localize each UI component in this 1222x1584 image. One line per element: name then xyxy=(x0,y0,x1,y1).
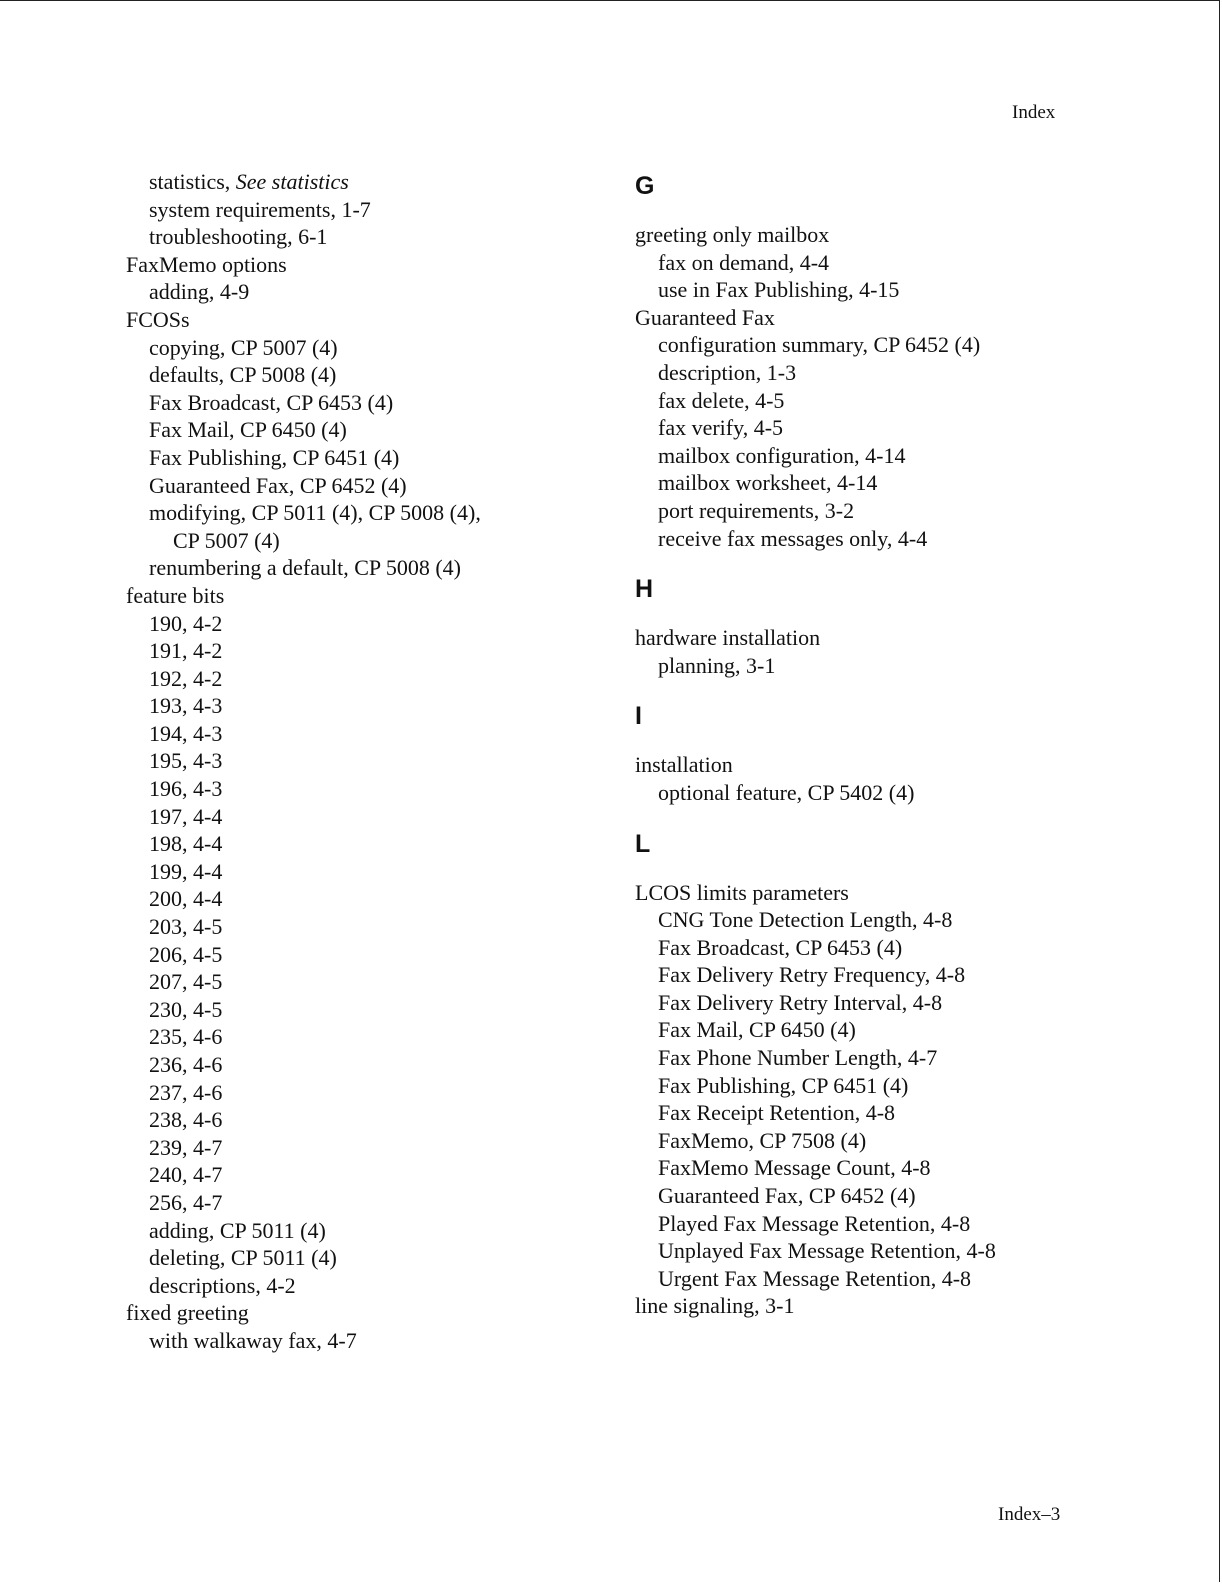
index-subentry xyxy=(126,775,596,803)
entry-text: deleting, CP 5011 (4) xyxy=(149,1245,337,1271)
index-subentry: Urgent Fax Message Retention, 4-8 xyxy=(658,1265,972,1291)
index-subentry: Fax Publishing, CP 6451 (4) xyxy=(658,1072,909,1098)
entry-text: FaxMemo options xyxy=(126,251,287,277)
entry-text: 237, 4-6 xyxy=(149,1079,223,1105)
entry-text: 194, 4-3 xyxy=(149,720,223,746)
index-subentry: description, 1-3 xyxy=(658,359,797,385)
index-subentry xyxy=(126,499,596,527)
entry-text: Guaranteed Fax, CP 6452 (4) xyxy=(149,472,407,498)
index-subentry: Guaranteed Fax, CP 6452 (4) xyxy=(658,1183,916,1209)
index-subentry xyxy=(126,1134,596,1162)
index-subentry: use in Fax Publishing, 4-15 xyxy=(658,277,900,303)
entry-text: system requirements, 1-7 xyxy=(149,196,371,222)
entry-text: 190, 4-2 xyxy=(149,610,223,636)
index-subentry xyxy=(126,168,596,196)
index-subentry xyxy=(126,223,596,251)
entry-text: 200, 4-4 xyxy=(149,886,223,912)
index-subentry: Unplayed Fax Message Retention, 4-8 xyxy=(658,1238,996,1264)
index-subentry: Fax Delivery Retry Interval, 4-8 xyxy=(658,989,943,1015)
index-subentry xyxy=(126,610,596,638)
cross-reference: See statistics xyxy=(235,169,349,194)
entry-text: FCOSs xyxy=(126,306,190,332)
entry-text: defaults, CP 5008 (4) xyxy=(149,362,337,388)
section-letter: L xyxy=(635,829,651,858)
index-entry: greeting only mailbox xyxy=(635,222,830,247)
entry-text: 236, 4-6 xyxy=(149,1052,223,1077)
section-letter: G xyxy=(635,172,655,200)
entry-text: feature bits xyxy=(126,582,225,608)
index-subentry: Fax Mail, CP 6450 (4) xyxy=(658,1017,856,1043)
index-subentry xyxy=(126,858,596,886)
entry-text: 192, 4-2 xyxy=(149,665,223,691)
entry-text: 235, 4-6 xyxy=(149,1024,223,1050)
index-entry: installation xyxy=(635,752,733,778)
index-subentry xyxy=(126,913,596,941)
index-entry xyxy=(126,582,596,610)
entry-text: 256, 4-7 xyxy=(149,1189,223,1215)
index-subentry xyxy=(126,1244,596,1272)
index-subentry xyxy=(126,472,596,500)
index-subentry xyxy=(126,1217,596,1245)
entry-text: 193, 4-3 xyxy=(149,693,223,719)
index-subentry xyxy=(126,1327,596,1355)
index-entry: hardware installation xyxy=(635,625,821,651)
entry-text: 203, 4-5 xyxy=(149,914,223,940)
entry-text: 240, 4-7 xyxy=(149,1162,223,1188)
entry-text: 230, 4-5 xyxy=(149,996,223,1022)
index-subentry: planning, 3-1 xyxy=(658,652,776,678)
index-subentry xyxy=(126,389,596,417)
index-column-right xyxy=(635,171,1105,1342)
index-subentry: Fax Phone Number Length, 4-7 xyxy=(658,1045,938,1071)
entry-text: Fax Broadcast, CP 6453 (4) xyxy=(149,389,394,415)
entry-text: modifying, CP 5011 (4), CP 5008 (4), xyxy=(149,500,481,526)
index-subentry xyxy=(126,554,596,582)
entry-text: 239, 4-7 xyxy=(149,1134,223,1160)
section-letter: I xyxy=(635,702,642,731)
entry-text: fixed greeting xyxy=(126,1300,249,1326)
index-subentry: fax delete, 4-5 xyxy=(658,387,785,413)
index-subentry xyxy=(126,334,596,362)
index-subentry xyxy=(126,1189,596,1217)
index-subentry xyxy=(126,941,596,969)
entry-text: 199, 4-4 xyxy=(149,858,223,884)
entry-text: Fax Publishing, CP 6451 (4) xyxy=(149,444,400,470)
page-number: Index–3 xyxy=(998,1504,1061,1525)
index-section xyxy=(635,701,1105,806)
running-head: Index xyxy=(1012,102,1056,123)
index-subentry xyxy=(126,637,596,665)
index-subentry xyxy=(126,196,596,224)
index-subentry: mailbox worksheet, 4-14 xyxy=(658,470,878,496)
index-subentry xyxy=(126,1272,596,1300)
entry-text: 191, 4-2 xyxy=(149,638,223,664)
index-subentry xyxy=(126,1051,596,1079)
entry-text: 195, 4-3 xyxy=(149,748,223,774)
entry-text: descriptions, 4-2 xyxy=(149,1272,296,1298)
index-subentry: Played Fax Message Retention, 4-8 xyxy=(658,1210,971,1236)
entry-text: 196, 4-3 xyxy=(149,776,223,802)
index-entry: LCOS limits parameters xyxy=(635,879,849,905)
index-section xyxy=(635,574,1105,679)
index-subentry xyxy=(126,665,596,693)
index-entry xyxy=(126,251,596,279)
index-section xyxy=(635,829,1105,1321)
index-entry xyxy=(126,1299,596,1327)
index-subentry: Fax Delivery Retry Frequency, 4-8 xyxy=(658,962,966,988)
index-subentry: FaxMemo, CP 7508 (4) xyxy=(658,1127,867,1153)
entry-text: troubleshooting, 6-1 xyxy=(149,224,328,250)
entry-text: 238, 4-6 xyxy=(149,1107,223,1133)
index-subentry xyxy=(126,1106,596,1134)
index-subentry xyxy=(126,361,596,389)
index-subentry: mailbox configuration, 4-14 xyxy=(658,442,906,468)
entry-text: adding, CP 5011 (4) xyxy=(149,1217,326,1243)
index-subentry: fax on demand, 4-4 xyxy=(658,249,830,275)
index-subentry: receive fax messages only, 4-4 xyxy=(658,525,928,551)
index-subentry xyxy=(126,996,596,1024)
index-entry: line signaling, 3-1 xyxy=(635,1293,795,1319)
index-subentry xyxy=(126,803,596,831)
index-subentry xyxy=(126,444,596,472)
entry-text: with walkaway fax, 4-7 xyxy=(149,1327,357,1353)
index-subentry xyxy=(126,1161,596,1189)
index-subentry: configuration summary, CP 6452 (4) xyxy=(658,332,981,358)
index-subentry xyxy=(126,527,596,555)
index-subentry: fax verify, 4-5 xyxy=(658,415,784,441)
index-subentry: port requirements, 3-2 xyxy=(658,497,855,523)
entry-text: Fax Mail, CP 6450 (4) xyxy=(149,417,347,443)
entry-text: copying, CP 5007 (4) xyxy=(149,334,338,360)
index-subentry xyxy=(126,747,596,775)
entry-text: renumbering a default, CP 5008 (4) xyxy=(149,555,461,581)
entry-text: 206, 4-5 xyxy=(149,941,223,967)
index-subentry xyxy=(126,692,596,720)
index-subentry: Fax Broadcast, CP 6453 (4) xyxy=(658,934,903,960)
index-subentry xyxy=(126,885,596,913)
entry-text: 198, 4-4 xyxy=(149,831,223,857)
index-subentry xyxy=(126,278,596,306)
index-subentry: CNG Tone Detection Length, 4-8 xyxy=(658,907,953,933)
index-subentry: FaxMemo Message Count, 4-8 xyxy=(658,1155,931,1181)
index-column-left xyxy=(126,168,596,1355)
index-subentry: optional feature, CP 5402 (4) xyxy=(658,779,915,805)
index-section xyxy=(635,171,1105,552)
index-subentry xyxy=(126,1023,596,1051)
index-entry: Guaranteed Fax xyxy=(635,304,775,330)
index-subentry xyxy=(126,720,596,748)
entry-text: 197, 4-4 xyxy=(149,803,223,829)
index-subentry xyxy=(126,1079,596,1107)
index-entry xyxy=(126,306,596,334)
index-subentry xyxy=(126,830,596,858)
index-subentry: Fax Receipt Retention, 4-8 xyxy=(658,1100,896,1126)
index-subentry xyxy=(126,416,596,444)
section-letter: H xyxy=(635,575,654,604)
entry-text: statistics, xyxy=(149,169,236,194)
entry-text: CP 5007 (4) xyxy=(173,527,280,553)
index-subentry xyxy=(126,968,596,996)
entry-text: 207, 4-5 xyxy=(149,969,223,995)
entry-text: adding, 4-9 xyxy=(149,279,250,305)
